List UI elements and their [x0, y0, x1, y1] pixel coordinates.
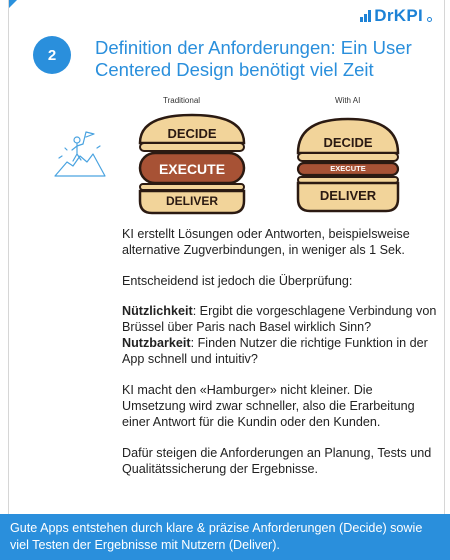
slide-card — [8, 0, 445, 514]
logo-text: DrKPI — [374, 6, 423, 25]
footer-banner: Gute Apps entstehen durch klare & präzise Anforderungen (Decide) sowie viel Testen der Ergebnisse mit Nutzern (Deliver). — [0, 514, 450, 560]
logo-dot-icon — [427, 17, 432, 22]
usefulness-term: Nützlichkeit — [122, 304, 193, 318]
traditional-decide-label: DECIDE — [167, 126, 217, 141]
body-text — [122, 226, 438, 492]
brand-logo — [360, 6, 432, 26]
bar-chart-icon — [360, 10, 371, 22]
ai-deliver-label: DELIVER — [319, 188, 377, 203]
corner-accent — [9, 0, 17, 8]
with-ai-label: With AI — [335, 96, 361, 105]
traditional-execute-label: EXECUTE — [158, 161, 226, 177]
headline-line-2: Centered Design benötigt viel Zeit — [95, 59, 374, 80]
paragraph-verification: Entscheidend ist jedoch die Überprüfung: — [122, 274, 353, 288]
traditional-label: Traditional — [163, 96, 201, 105]
ai-execute-label: EXECUTE — [330, 164, 366, 173]
paragraph-requirements: Dafür steigen die Anforderungen an Planung, Tests und Qualitätssicherung der Ergebnisse. — [122, 446, 432, 476]
headline-line-1: Definition der Anforderungen: Ein User — [95, 37, 412, 58]
step-badge: 2 — [33, 36, 71, 74]
paragraph-criteria — [122, 303, 438, 367]
mountain-climber-icon — [53, 128, 107, 178]
paragraph-ai-solutions: KI erstellt Lösungen oder Antworten, beispielsweise alternative Zugverbindungen, in weniger als 1 Sek. — [122, 227, 410, 257]
headline — [95, 37, 435, 81]
usefulness-text: : Ergibt die vorgeschlagene Verbindung von Brüssel über Paris nach Basel wirklich Sinn? — [122, 304, 437, 334]
usability-text: : Finden Nutzer die richtige Funktion in der App schnell und intuitiv? — [122, 336, 428, 366]
paragraph-hamburger: KI macht den «Hamburger» nicht kleiner. Die Umsetzung wird zwar schneller, also die Erarbeitung einer Antwort für die Kundin oder den Kunden. — [122, 383, 415, 429]
traditional-deliver-label: DELIVER — [165, 194, 218, 208]
ai-decide-label: DECIDE — [323, 135, 373, 150]
usability-term: Nutzbarkeit — [122, 336, 191, 350]
